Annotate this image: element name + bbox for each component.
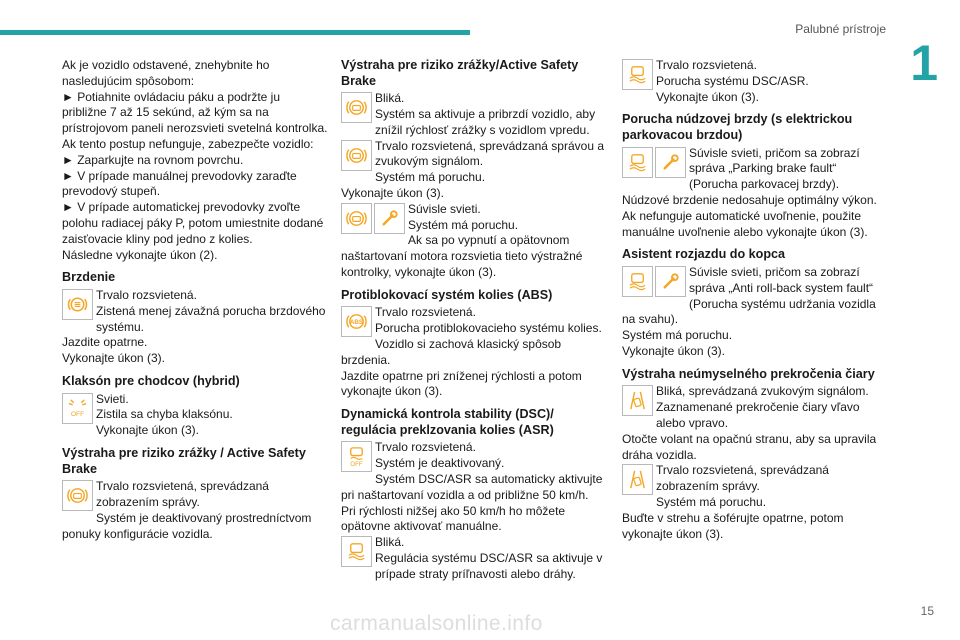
wrench-icon [374,203,405,234]
section-heading: Klaksón pre chodcov (hybrid) [62,373,240,388]
page-number: 15 [920,604,934,618]
intro-line: ► V prípade manuálnej prevodovky zaraďte prevodový stupeň. [62,168,297,199]
section-heading: Výstraha pre riziko zrážky/Active Safety Brake [341,58,579,88]
entry-line: Systém je deaktivovaný. [375,456,505,471]
warning-entry [341,202,607,281]
section-heading: Dynamická kontrola stability (DSC)/ regulácia preklzovania kolies (ASR) [341,407,554,437]
intro-line: ► Zaparkujte na rovnom povrchu. [62,152,244,167]
collision-warning-icon [341,92,372,123]
dsc-icon [341,536,372,567]
entry-line: Regulácia systému DSC/ASR sa aktivuje v prípade straty príľnavosti alebo dráhy. [375,550,603,581]
collision-warning-icon [341,140,372,171]
icon-text: OFF [70,410,85,418]
entry-line: Vykonajte úkon (3). [622,343,725,358]
entry-line: Ak sa po vypnutí a opätovnom naštartovaní motora rozsvietia tieto výstražné kontrolky, vykonajte úkon (3). [341,233,583,279]
dsc-icon [622,147,653,178]
entry-line: Súvisle svieti, pričom sa zobrazí správa „Parking brake fault“ [689,145,860,176]
chapter-number: 1 [910,35,938,91]
section-heading: Výstraha pre riziko zrážky / Active Safety Brake [62,445,306,476]
wrench-icon [655,147,686,178]
entry-line: Jazdite opatrne. [62,335,148,350]
dsc-icon [622,59,653,90]
entry-line: (Porucha systému udržania vozidla na svahu). [622,296,876,327]
entry-line: Jazdite opatrne pri zníženej rýchlosti a potom vykonajte úkon (3). [341,368,582,399]
entry-line: Svieti. [96,391,129,406]
entry-line: Vykonajte úkon (3). [341,185,444,200]
entry-line: Trvalo rozsvietená, sprevádzaná zobrazením správy. [96,479,269,509]
column-3 [622,58,888,542]
entry-line: Súvisle svieti, pričom sa zobrazí správa „Anti roll-back system fault“ [689,264,874,295]
icon-text: ABS [349,319,364,327]
column-2 [341,58,607,582]
warning-entry [62,288,328,367]
dsc-off-icon [341,441,372,472]
icon-text: OFF [350,461,363,469]
column-1 [62,58,328,542]
collision-warning-icon [62,480,93,511]
entry-line: Systém má poruchu. [375,170,486,185]
entry-line: Zistila sa chyba klaksónu. [96,407,233,422]
running-header: Palubné prístroje [795,22,886,36]
entry-line: Trvalo rozsvietená, sprevádzaná správou a zvukovým signálom. [375,138,605,169]
abs-icon [341,306,372,337]
entry-line: Vykonajte úkon (3). [656,89,759,104]
entry-line: Trvalo rozsvietená. [375,440,476,455]
section-heading: Protiblokovací systém kolies (ABS) [341,287,553,302]
entry-line: Bliká, sprevádzaná zvukovým signálom. [656,384,869,399]
warning-entry [341,305,607,400]
entry-line: Ak nefunguje automatické uvoľnenie, použite manuálne uvoľnenie alebo vykonajte úkon (3). [622,208,868,239]
entry-line: Systém má poruchu. [656,494,767,509]
intro-line: Ak je vozidlo odstavené, znehybnite ho nasledujúcim spôsobom: [62,58,270,88]
lane-departure-icon [622,464,653,495]
entry-line: Trvalo rozsvietená. [96,287,197,302]
entry-line: Buďte v strehu a šoférujte opatrne, potom vykonajte úkon (3). [622,510,844,541]
section-heading: Brzdenie [62,270,116,285]
entry-line: Bliká. [375,535,405,550]
entry-line: Bliká. [375,91,405,106]
brake-warning-icon [62,289,93,320]
section-heading: Výstraha neúmyselného prekročenia čiary [622,366,875,381]
warning-entry [622,384,888,463]
warning-entry [622,146,888,241]
entry-line: Pri rýchlosti nižšej ako 50 km/h ho môžete opätovne aktivovať manuálne. [341,503,566,534]
entry-line: (Porucha parkovacej brzdy). [689,177,840,192]
intro-line: ► V prípade automatickej prevodovky zvoľte polohu radiacej páky P, potom umiestnite dodané zaisťovacie kliny pod jedno z kolies. [62,200,324,246]
pedestrian-horn-off-icon [62,393,93,424]
warning-entry [341,535,607,582]
entry-line: Trvalo rozsvietená. [656,58,757,72]
entry-line: Systém sa aktivuje a pribrzdí vozidlo, aby znížil rýchlosť zrážky s vozidlom vpredu. [375,106,596,137]
wrench-icon [655,266,686,297]
entry-line: Porucha systému DSC/ASR. [656,73,809,88]
section-heading: Asistent rozjazdu do kopca [622,247,786,262]
entry-line: Systém má poruchu. [408,217,519,232]
watermark: carmanualsonline.info [330,612,543,635]
warning-entry [62,479,328,542]
dsc-icon [622,266,653,297]
intro-line: Následne vykonajte úkon (2). [62,247,218,262]
entry-line: Súvisle svieti. [408,201,481,216]
entry-line: Systém má poruchu. [622,328,733,343]
collision-warning-icon [341,203,372,234]
entry-line: Vozidlo si zachová klasický spôsob brzdenia. [341,336,562,367]
entry-line: Trvalo rozsvietená. [375,305,476,320]
entry-line: Núdzové brzdenie nedosahuje optimálny výkon. [622,192,877,207]
intro-line: ► Potiahnite ovládaciu páku a podržte ju približne 7 až 15 sekúnd, až kým sa na prístrojovom paneli nerozsvieti svetelná kontrolka. [62,89,328,136]
warning-entry [341,91,607,138]
intro-line: Ak tento postup nefunguje, zabezpečte vozidlo: [62,136,314,151]
warning-entry [62,392,328,439]
entry-line: Vykonajte úkon (3). [96,423,199,438]
warning-entry [622,463,888,542]
warning-entry [622,265,888,360]
entry-line: Systém DSC/ASR sa automaticky aktivujte pri naštartovaní vozidla a od približne 50 km/h. [341,471,603,502]
warning-entry [341,139,607,202]
entry-line: Otočte volant na opačnú stranu, aby sa upravila dráha vozidla. [622,431,877,462]
warning-entry [341,440,607,535]
section-heading: Porucha núdzovej brzdy (s elektrickou parkovacou brzdou) [622,112,853,142]
entry-line: Systém je deaktivovaný prostredníctvom ponuky konfigurácie vozidla. [62,510,312,541]
entry-line: Trvalo rozsvietená, sprevádzaná zobrazením správy. [656,463,829,494]
entry-line: Vykonajte úkon (3). [62,351,165,366]
entry-line: Zaznamenané prekročenie čiary vľavo alebo vpravo. [656,400,860,430]
entry-line: Porucha protiblokovacieho systému kolies. [375,321,602,336]
lane-departure-icon [622,385,653,416]
warning-entry [622,58,888,105]
accent-bar [0,30,470,35]
entry-line: Zistená menej závažná porucha brzdového systému. [96,303,326,334]
